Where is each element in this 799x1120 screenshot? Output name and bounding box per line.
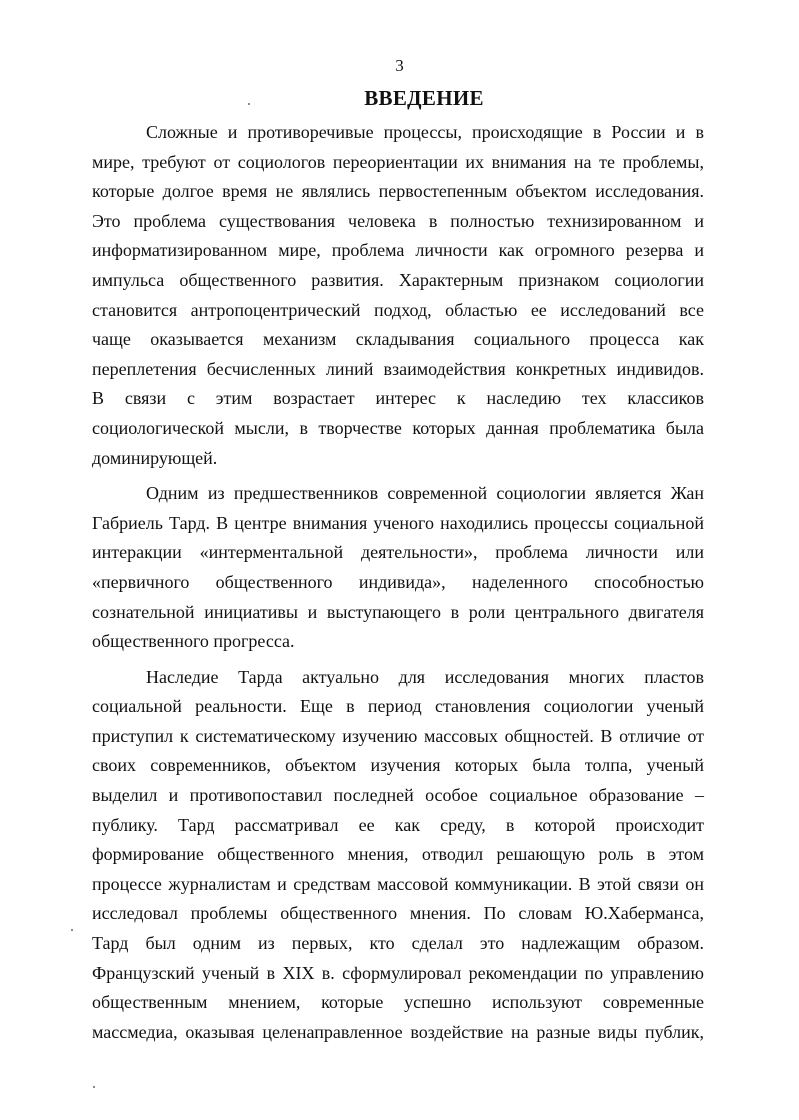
text-line: переплетения бесчисленных линий взаимодействия конкретных индивидов. (92, 358, 704, 379)
text-line: Тард был одним из первых, кто сделал это надлежащим образом. (92, 933, 704, 954)
text-line: доминирующей. (92, 447, 218, 468)
text-line: массмедиа, оказывая целенаправленное воздействие на разные виды публик, (92, 1021, 704, 1042)
body-text (92, 118, 704, 1053)
text-line: общественного прогресса. (92, 631, 295, 652)
text-line: социальной реальности. Еще в период становления социологии ученый (92, 696, 704, 717)
scan-speck (248, 103, 250, 105)
section-heading: ВВЕДЕНИЕ (364, 86, 484, 110)
paragraph-2 (92, 479, 704, 657)
text-line: становится антропоцентрический подход, областью ее исследований все (92, 299, 704, 320)
text-line: которые долгое время не являлись первостепенным объектом исследования. (92, 181, 704, 202)
text-line: своих современников, объектом изучения которых была толпа, ученый (92, 755, 704, 776)
text-line: исследовал проблемы общественного мнения. По словам Ю.Хаберманса, (92, 903, 704, 924)
text-line: В связи с этим возрастает интерес к наследию тех классиков (92, 388, 704, 409)
text-line: Одним из предшественников современной социологии является Жан (146, 483, 704, 504)
scan-speck (71, 929, 73, 931)
text-line: Это проблема существования человека в полностью технизированном и (92, 210, 704, 231)
text-line: Сложные и противоречивые процессы, происходящие в России и в (146, 122, 704, 142)
text-line: импульса общественного развития. Характерным признаком социологии (92, 269, 704, 290)
text-line: публику. Тард рассматривал ее как среду, в которой происходит (92, 814, 704, 835)
paragraph-1 (92, 118, 704, 473)
text-line: интеракции «интерментальной деятельности», проблема личности или (92, 542, 704, 563)
text-line: Габриель Тард. В центре внимания ученого находились процессы социальной (92, 512, 704, 533)
text-line: мире, требуют от социологов переориентации их внимания на те проблемы, (92, 151, 704, 172)
text-line: чаще оказывается механизм складывания социального процесса как (92, 329, 704, 350)
scan-speck (93, 1086, 95, 1088)
text-line: общественным мнением, которые успешно используют современные (92, 992, 704, 1013)
text-line: выделил и противопоставил последней особое социальное образование – (92, 785, 704, 806)
text-line: Наследие Тарда актуально для исследования многих пластов (146, 666, 704, 687)
page-number: 3 (395, 56, 404, 75)
text-line: приступил к систематическому изучению массовых общностей. В отличие от (92, 725, 704, 746)
text-line: формирование общественного мнения, отводил решающую роль в этом (92, 844, 704, 865)
text-line: Французский ученый в XIX в. сформулировал рекомендации по управлению (92, 962, 704, 983)
paragraph-3 (92, 663, 704, 1048)
text-line: социологической мысли, в творчестве которых данная проблематика была (92, 417, 704, 438)
text-line: информатизированном мире, проблема личности как огромного резерва и (92, 240, 704, 261)
text-line: процессе журналистам и средствам массовой коммуникации. В этой связи он (92, 873, 704, 894)
text-line: сознательной инициативы и выступающего в роли центрального двигателя (92, 601, 704, 622)
text-line: «первичного общественного индивида», наделенного способностью (92, 571, 704, 592)
